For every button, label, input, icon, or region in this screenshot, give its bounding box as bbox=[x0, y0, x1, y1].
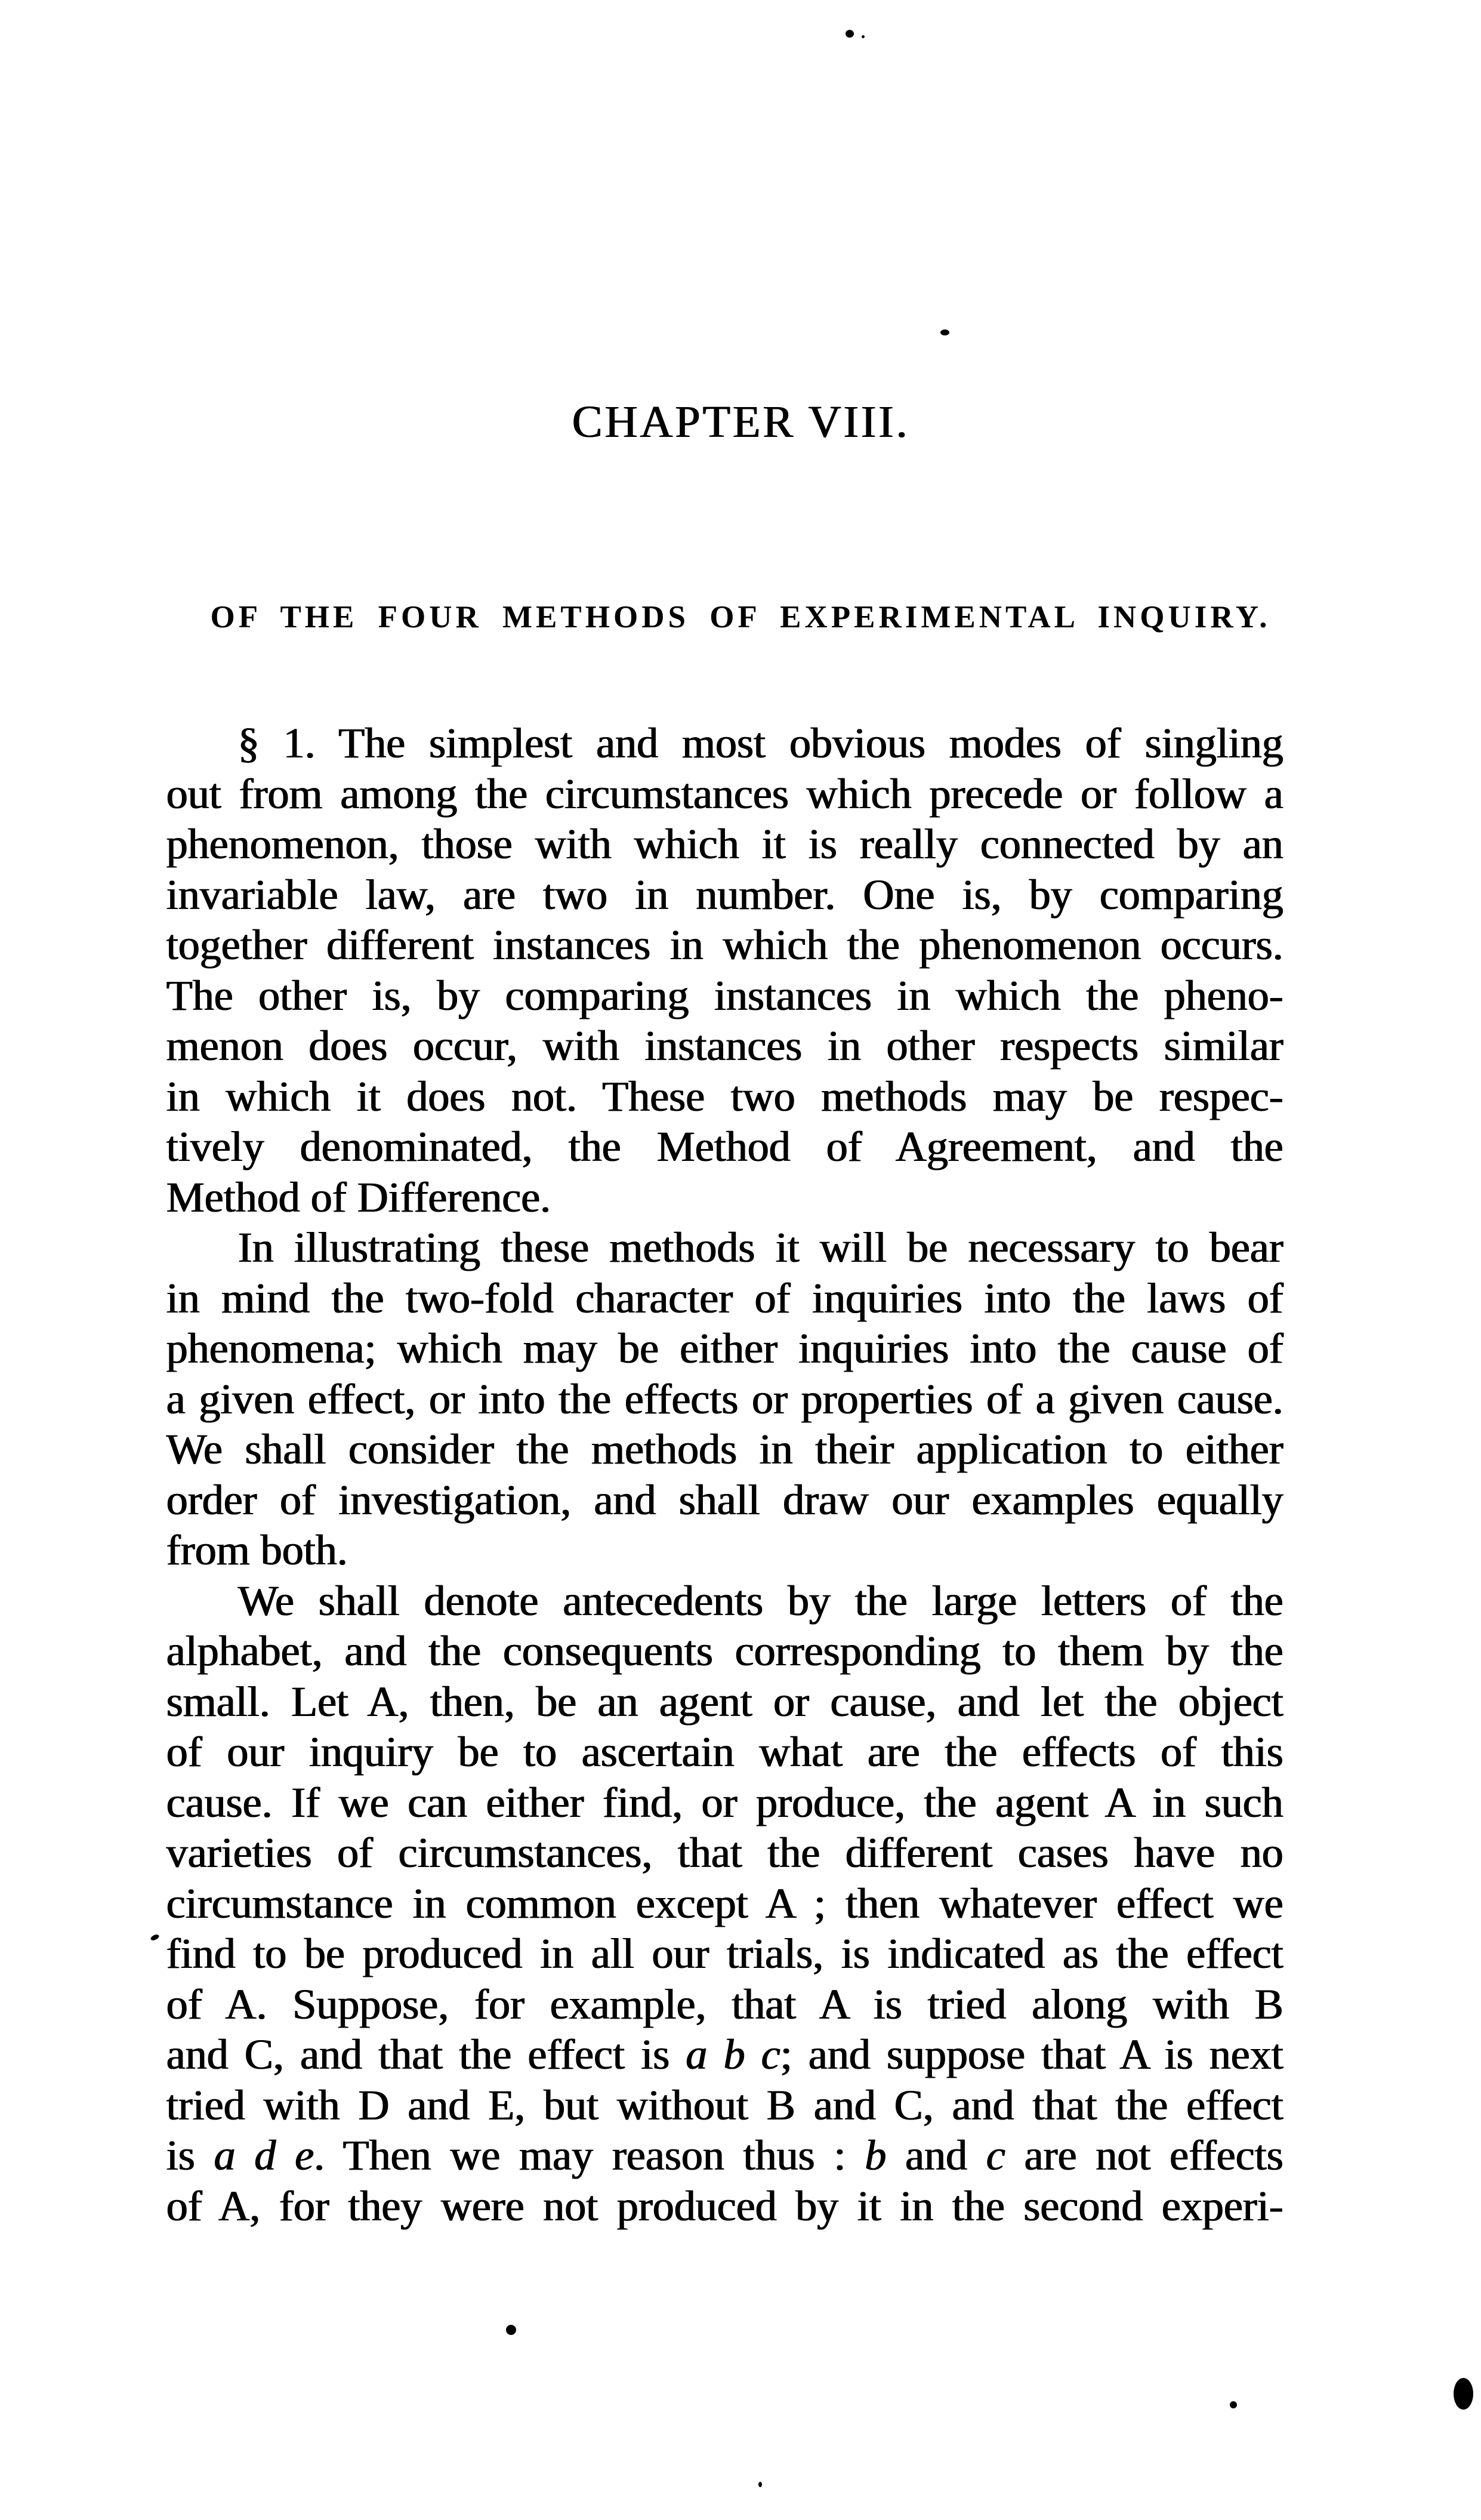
section-title: OF THE FOUR METHODS OF EXPERIMENTAL INQUIRY. bbox=[210, 600, 1271, 634]
ink-speck bbox=[1454, 2378, 1473, 2410]
ink-speck bbox=[150, 1933, 160, 1942]
text-line: is a d e. Then we may reason thus : b and c are not effects bbox=[166, 2131, 1283, 2179]
ink-speck bbox=[1230, 2401, 1237, 2408]
text-line: of A. Suppose, for example, that A is tried along with B bbox=[166, 1980, 1283, 2028]
text-line: The other is, by comparing instances in which the pheno- bbox=[166, 971, 1283, 1019]
text-line: of our inquiry be to ascertain what are the effects of this bbox=[166, 1728, 1283, 1776]
text-line: Method of Difference. bbox=[166, 1173, 551, 1221]
chapter-heading: CHAPTER VIII. bbox=[572, 397, 909, 447]
text-line: In illustrating these methods it will be necessary to bear bbox=[237, 1224, 1283, 1271]
text-line: varieties of circumstances, that the different cases have no bbox=[166, 1829, 1283, 1877]
text-line: phenomena; which may be either inquiries into the cause of bbox=[166, 1324, 1283, 1372]
text-line: menon does occur, with instances in other respects similar bbox=[166, 1022, 1283, 1070]
text-line: and C, and that the effect is a b c; and suppose that A is next bbox=[166, 2031, 1283, 2078]
text-line: in which it does not. These two methods may be respec- bbox=[166, 1072, 1283, 1120]
text-line: phenomenon, those with which it is really connected by an bbox=[166, 820, 1283, 868]
text-line: cause. If we can either find, or produce, the agent A in such bbox=[166, 1778, 1283, 1826]
text-line: tried with D and E, but without B and C, and that the effect bbox=[166, 2081, 1283, 2129]
text-line: together different instances in which the phenomenon occurs. bbox=[166, 921, 1283, 969]
text-line: order of investigation, and shall draw our examples equally bbox=[166, 1475, 1283, 1524]
text-line: of A, for they were not produced by it in the second experi- bbox=[166, 2182, 1283, 2230]
text-line: from both. bbox=[166, 1526, 347, 1574]
text-line: in mind the two-fold character of inquiries into the laws of bbox=[166, 1274, 1283, 1322]
text-line: small. Let A, then, be an agent or cause, and let the object bbox=[166, 1677, 1283, 1726]
text-line: out from among the circumstances which precede or follow a bbox=[166, 769, 1283, 818]
text-line: § 1. The simplest and most obvious modes of singling bbox=[237, 719, 1283, 767]
text-line: We shall consider the methods in their application to either bbox=[166, 1425, 1283, 1473]
ink-speck bbox=[846, 30, 854, 38]
text-line: find to be produced in all our trials, is indicated as the effect bbox=[166, 1930, 1283, 1977]
ink-speck bbox=[758, 2482, 762, 2487]
text-line: We shall denote antecedents by the large letters of the bbox=[237, 1576, 1283, 1625]
text-line: a given effect, or into the effects or properties of a given cause. bbox=[166, 1375, 1283, 1423]
text-line: tively denominated, the Method of Agreement, and the bbox=[166, 1123, 1283, 1170]
text-line: alphabet, and the consequents corresponding to them by the bbox=[166, 1627, 1283, 1675]
ink-speck bbox=[940, 329, 949, 335]
text-line: invariable law, are two in number. One is, by comparing bbox=[166, 870, 1283, 919]
text-line: circumstance in common except A ; then whatever effect we bbox=[166, 1879, 1283, 1927]
ink-speck bbox=[862, 35, 865, 38]
ink-speck bbox=[506, 2325, 516, 2335]
